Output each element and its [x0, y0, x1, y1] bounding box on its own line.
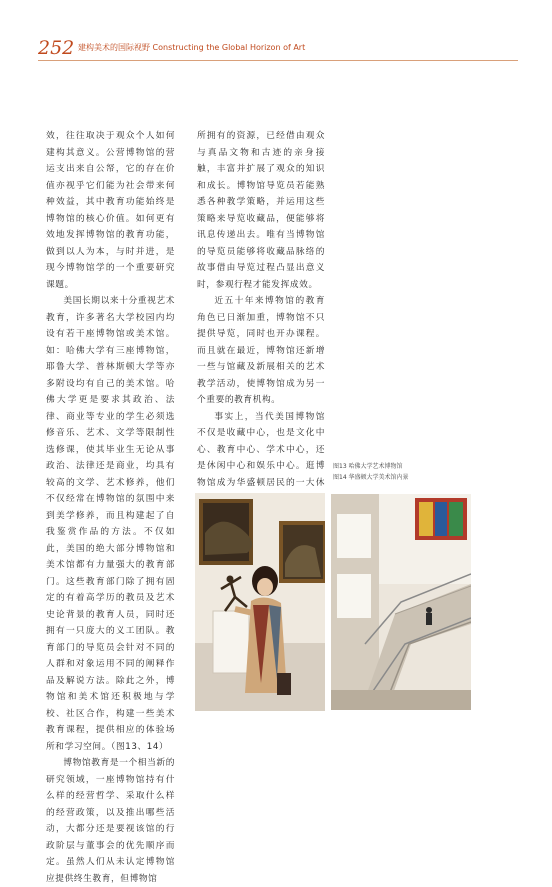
paragraph: 美国长期以来十分重视艺术教育，许多著名大学校园内均设有若干座博物馆或美术馆。如：哈佛大学有三座博物馆，耶鲁大学、普林斯顿大学等亦多附设均有自己的美术馆。哈佛大学更是要求其政治、法律、商业等专业的学生必须选修音乐、艺术、文学等限制性选修课，使其毕业生无论从事政治、法律还是商业，均具有较高的文学、艺术修养，他们不仅经常在博物馆的氛围中来到美学修养，而且构建起了自我鉴赏作品的方法。不仅如此，美国的绝大部分博物馆和美术馆都有力量强大的教育部门。这些教育部门除了拥有固定的有着高学历的教员及艺术史论背景的教育人员，同时还拥有一只庞大的义工团队。教育部门的导览员会针对不同的人群和对象运用不同的阐释作品及解说方法。除此之外，博物馆和美术馆还积极地与学校、社区合作，构建一些美术教育课程，提供相应的体验场所和学习空间。（图13、14） — [46, 296, 175, 752]
paragraph: 事实上，当代美国博物馆不仅是收藏中心，也是文化中心、教育中心、学术中心，还是休闲中心和娱乐中心。逛博物馆成为华盛顿居民的一大休 — [197, 411, 325, 488]
figure-13-museum-photo — [195, 493, 325, 711]
figure-14-museum-interior-photo — [331, 494, 471, 710]
paragraph: 近五十年来博物馆的教育角色已日渐加重，博物馆不只提供导览，同时也开办课程。而且就在最近，博物馆还新增一些与馆藏及新展相关的艺术教学活动，使博物馆成为另一个重要的教育机构。 — [197, 296, 325, 405]
page-number: 252 — [38, 37, 75, 59]
figure-captions — [333, 461, 453, 483]
left-text-column — [46, 128, 175, 887]
page-header — [38, 38, 518, 61]
running-title: 建构美术的国际视野 Constructing the Global Horizon of Art — [78, 43, 306, 52]
caption-figure-13: 图13 哈佛大学艺术博物馆 — [333, 463, 403, 470]
paragraph: 博物馆教育是一个相当新的研究领域，一座博物馆持有什么样的经营哲学、采取什么样的经营政策，以及推出哪些活动，大都分还是要视该馆的行政阶层与董事会的优先顺序而定。虽然人们从未认定博物馆应提供终生教育，但博物馆 — [46, 758, 175, 884]
paragraph: 所拥有的资源，已经借由观众与真品文物和古迹的亲身接触，丰富并扩展了观众的知识和成长。博物馆导览员若能熟悉各种教学策略，并运用这些策略来导览收藏品，便能够将讯息传递出去。唯有当博物馆的导览员能够将收藏品脉络的故事借由导览过程凸显出意义时，参观行程才能发挥成效。 — [197, 131, 325, 290]
paragraph: 效，往往取决于观众个人如何建构其意义。公营博物馆的营运支出来自公帑，它的存在价值亦视乎它们能为社会带来何种效益，其中教育功能始终是博物馆的核心价值。如何更有效地发挥博物馆的教育功能，做到以人为本，与时并进，是现今博物馆学的一个重要研究课题。 — [46, 131, 175, 290]
caption-figure-14: 图14 华盛顿大学美术馆内景 — [333, 474, 409, 481]
